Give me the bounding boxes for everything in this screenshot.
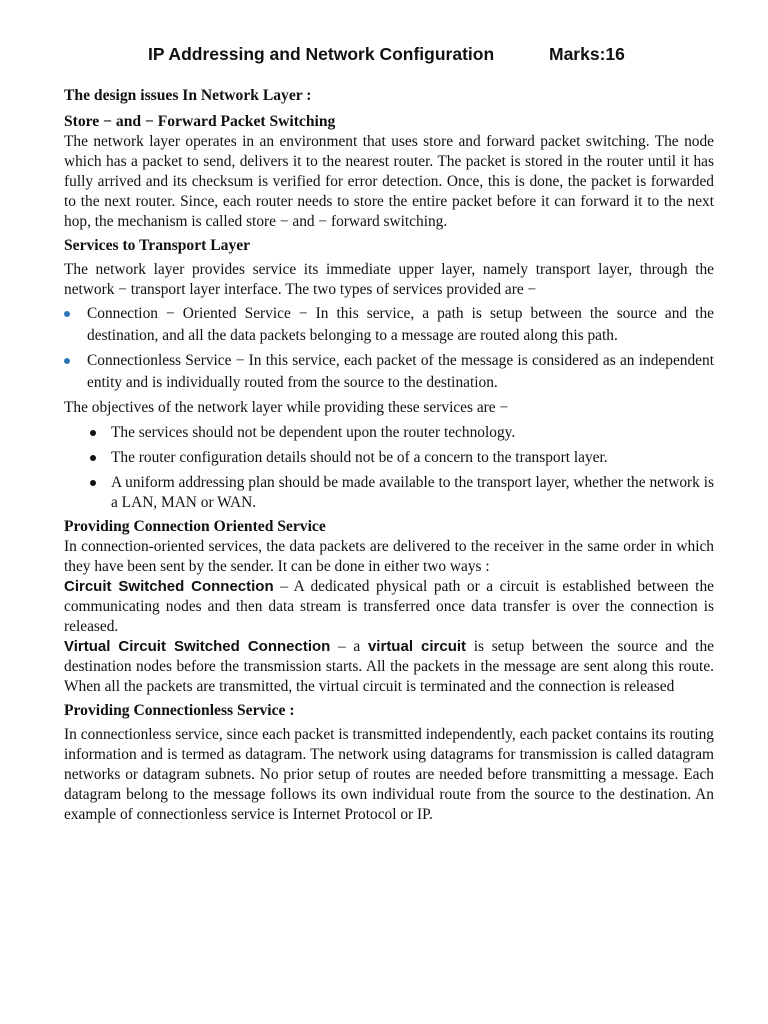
intro-heading: The design issues In Network Layer : [64,87,312,104]
store-forward-body: The network layer operates in an environment that uses store and forward packet switching. The node which has a packet to send, delivers it to the nearest router. The packet is stored in the router until it has fully arrived and its checksum is verified for error detection. Once, this is done, the packet is forwarded to the next router. Since, each router needs to store the entire packet before it can forward it to the next hop, the mechanism is called store − and − forward switching. [64,133,714,230]
connection-oriented-body: In connection-oriented services, the data packets are delivered to the receiver in the same order in which they have been sent by the sender. It can be done in either two ways : [64,538,714,575]
connectionless-heading: Providing Connectionless Service : [64,702,295,719]
virtual-circuit-dash: – a [330,638,368,655]
virtual-circuit-label: Virtual Circuit Switched Connection [64,638,331,655]
list-item-text: A uniform addressing plan should be made available to the transport layer, whether the network is a LAN, MAN or WAN. [111,474,714,511]
objectives-intro: The objectives of the network layer while providing these services are − [64,399,509,416]
bullet-icon [90,480,96,486]
list-item-text: Connectionless Service − In this service, each packet of the message is considered as an independent entity and is individually routed from the source to the destination. [87,352,714,391]
list-item [64,303,714,347]
circuit-switched-label: Circuit Switched Connection [64,578,274,595]
list-item [86,423,714,443]
list-item-text: Connection − Oriented Service − In this service, a path is setup between the source and the destination, and all the data packets belonging to a message are routed along this path. [87,305,714,344]
header [64,40,714,70]
services-heading: Services to Transport Layer [64,237,251,254]
document-page [64,40,714,825]
list-item [86,473,714,513]
circuit-switched-body: – A dedicated physical path or a circuit is established between the communicating nodes and then data stream is transferred once data transfer is over the connection is released. [64,578,714,635]
objectives-list [86,423,714,513]
service-types-list [64,303,714,394]
virtual-circuit-body: is setup between the source and the destination nodes before the transmission starts. All the packets in the message are sent along this route. When all the packets are transmitted, the virtual circuit is terminated and the connection is released [64,638,714,695]
bullet-icon [90,455,96,461]
list-item [64,350,714,394]
page-title: IP Addressing and Network Configuration [148,44,495,64]
virtual-circuit-paragraph [64,637,714,697]
connection-oriented-heading: Providing Connection Oriented Service [64,518,326,535]
store-forward-heading: Store − and − Forward Packet Switching [64,113,336,130]
virtual-circuit-term: virtual circuit [367,638,467,655]
bullet-icon [64,358,70,364]
bullet-icon [90,430,96,436]
list-item [86,448,714,468]
list-item-text: The router configuration details should not be of a concern to the transport layer. [111,449,608,466]
marks-label: Marks:16 [549,44,625,64]
bullet-icon [64,311,70,317]
circuit-switched-paragraph [64,577,714,637]
services-body: The network layer provides service its immediate upper layer, namely transport layer, through the network − transport layer interface. The two types of services provided are − [64,261,714,298]
list-item-text: The services should not be dependent upon the router technology. [111,424,516,441]
connectionless-body: In connectionless service, since each packet is transmitted independently, each packet contains its routing information and is termed as datagram. The network using datagrams for transmission is called datagram networks or datagram subnets. No prior setup of routes are needed before transmitting a message. Each datagram belong to the message follows its own individual route from the source to the destination. An example of connectionless service is Internet Protocol or IP. [64,726,714,823]
